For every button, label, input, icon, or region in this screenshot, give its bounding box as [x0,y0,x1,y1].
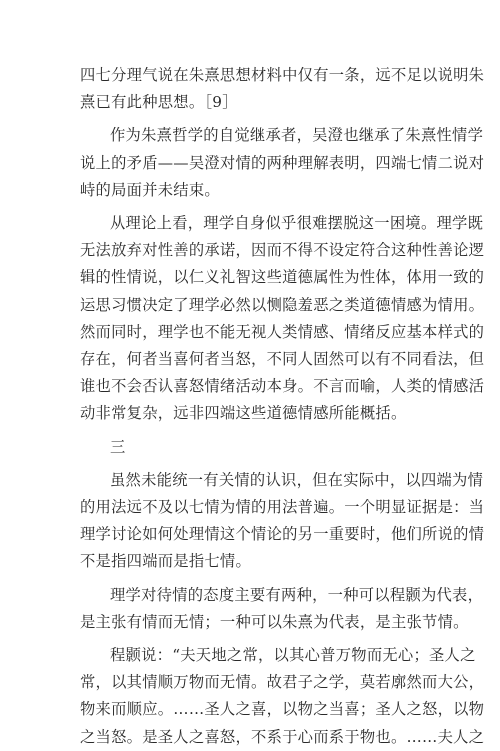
text-line: 的用法远不及以七情为情的用法普遍。一个明显证据是：当 [80,498,485,517]
text-line: 运思习惯决定了理学必然以恻隐羞恶之类道德情感为情用。 [80,295,485,314]
text-line: 程颢说：“夫天地之常，以其心普万物而无心；圣人之 [110,646,476,665]
document-body [80,62,485,751]
text-line: 然而同时，理学也不能无视人类情感、情绪反应基本样式的 [80,322,485,341]
text-line: 常，以其情顺万物而无情。故君子之学，莫若廓然而大公， [80,673,485,692]
paragraph-5 [80,582,484,636]
text-line: 物来而顺应。……圣人之喜，以物之当喜；圣人之怒，以物 [80,700,485,719]
section-heading: 三 [110,437,126,456]
text-line: 辑的性情说，以仁义礼智这些道德属性为性体，体用一致的 [80,268,485,287]
text-line: 峙的局面并未结束。 [80,180,220,199]
paragraph-2 [80,122,485,204]
text-line: 是主张有情而无情；一种可以朱熹为代表，是主张节情。 [80,612,469,631]
text-line: 从理论上看，理学自身似乎很难摆脱这一困境。理学既 [110,214,484,233]
text-line: 动非常复杂，远非四端这些道德情感所能概括。 [80,404,407,423]
text-line: 四七分理气说在朱熹思想材料中仅有一条，远不足以说明朱 [80,66,485,84]
paragraph-3 [80,210,485,428]
text-line: 理学讨论如何处理情这个情论的另一重要时，他们所说的情 [80,525,485,544]
text-line: 无法放弃对性善的承诺，因而不得不设定符合这种性善论逻 [80,241,485,260]
text-line: 虽然未能统一有关情的认识，但在实际中，以四端为情 [110,470,484,489]
text-line: 不是指四端而是指七情。 [80,552,252,571]
text-line: 理学对待情的态度主要有两种，一种可以程颢为代表， [110,585,484,604]
text-line: 作为朱熹哲学的自觉继承者，吴澄也继承了朱熹性情学 [110,126,484,145]
paragraph-6 [80,642,485,751]
text-line: 之当怒。是圣人之喜怒，不系于心而系于物也。……夫人之 [80,727,485,746]
text-line: 熹已有此种思想。［9］ [80,93,238,112]
text-line: 存在，何者当喜何者当怒，不同人固然可以有不同看法，但 [80,350,485,369]
text-line: 说上的矛盾——吴澄对情的两种理解表明，四端七情二说对 [80,153,485,172]
paragraph-1 [80,62,485,116]
text-line: 谁也不会否认喜怒情绪活动本身。不言而喻，人类的情感活 [80,377,485,396]
paragraph-4 [80,467,485,576]
